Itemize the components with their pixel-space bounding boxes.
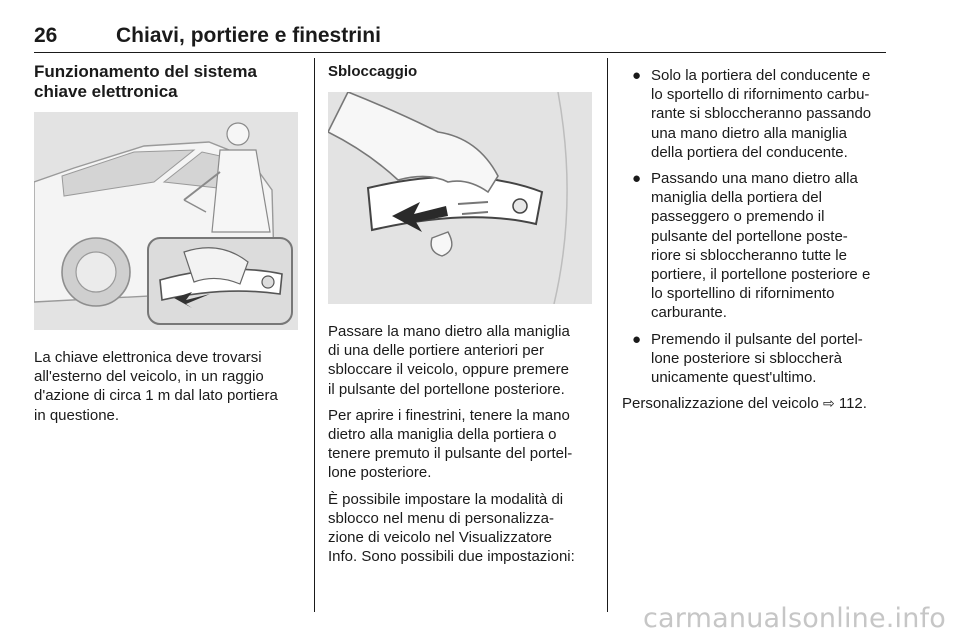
- text-line: il pulsante del portellone posteriore.: [328, 380, 565, 398]
- text-line: Solo la portiera del conducente e: [651, 67, 871, 84]
- text-line: passeggero o premendo il: [651, 208, 825, 226]
- chapter-title: Chiavi, portiere e finestrini: [116, 24, 381, 47]
- car-keyless-illustration: [34, 112, 298, 330]
- keyless-description: [34, 348, 302, 425]
- column-divider-1: [314, 58, 315, 612]
- text-line: La chiave elettronica deve trovarsi: [34, 349, 262, 366]
- text-line: lo sportellino di rifornimento: [651, 285, 835, 303]
- text-line: Per aprire i finestrini, tenere la mano: [328, 406, 570, 424]
- page-number: 26: [34, 24, 58, 47]
- text-line: zione di veicolo nel Visualizzatore: [328, 529, 553, 547]
- column-1: [34, 62, 302, 432]
- text-line: sblocco nel menu di personalizza-: [328, 509, 554, 527]
- text-line: sbloccare il veicolo, oppure premere: [328, 361, 569, 379]
- text-line: della portiera del conducente.: [651, 143, 848, 161]
- section-title-line: chiave elettronica: [34, 82, 178, 101]
- text-line: È possibile impostare la modalità di: [328, 490, 564, 508]
- bullet-icon: ●: [632, 330, 642, 348]
- text-line: lo sportello di rifornimento carbu-: [651, 86, 870, 104]
- page-header: [34, 24, 886, 53]
- text-line: Info. Sono possibili due impostazioni:: [328, 548, 575, 566]
- door-handle-illustration: [328, 92, 592, 304]
- bullet-icon: ●: [632, 67, 642, 84]
- watermark: carmanualsonline.info: [643, 603, 946, 634]
- list-item: [622, 330, 890, 388]
- list-item: [622, 169, 890, 323]
- cross-reference: [622, 394, 890, 413]
- column-divider-2: [607, 58, 608, 612]
- text-line: Passando una mano dietro alla: [651, 170, 858, 188]
- column-2: [328, 62, 594, 573]
- column-3: [622, 66, 890, 420]
- text-line: di una delle portiere anteriori per: [328, 342, 544, 360]
- unlock-paragraph-1: [328, 322, 594, 399]
- text-line: in questione.: [34, 406, 120, 424]
- text-line: rante si sbloccheranno passando: [651, 105, 872, 123]
- text-line: pulsante del portellone poste-: [651, 227, 848, 245]
- section-title-keyless: [34, 62, 302, 102]
- unlock-paragraph-2: [328, 406, 594, 483]
- cross-reference-page: 112.: [838, 395, 867, 413]
- text-line: d'azione di circa 1 m dal lato portiera: [34, 387, 278, 405]
- unlock-options-list: [622, 66, 890, 387]
- text-line: una mano dietro alla maniglia: [651, 124, 847, 142]
- text-line: Passare la mano dietro alla maniglia: [328, 323, 570, 340]
- text-line: maniglia della portiera del: [651, 189, 822, 207]
- text-line: dietro alla maniglia della portiera o: [328, 426, 557, 444]
- unlock-paragraph-3: [328, 490, 594, 567]
- section-title-line: Funzionamento del sistema: [34, 62, 257, 81]
- text-line: portiere, il portellone posteriore e: [651, 266, 871, 284]
- cross-reference-text: Personalizzazione del veicolo: [622, 395, 819, 413]
- text-line: riore si sbloccheranno tutte le: [651, 246, 847, 264]
- text-line: unicamente quest'ultimo.: [651, 369, 817, 387]
- list-item: [622, 66, 890, 162]
- subtitle-unlocking: Sbloccaggio: [328, 63, 418, 80]
- text-line: tenere premuto il pulsante del portel-: [328, 445, 573, 463]
- text-line: Premendo il pulsante del portel-: [651, 330, 863, 348]
- page-reference-arrow-icon: ⇨: [822, 395, 835, 412]
- text-line: carburante.: [651, 304, 727, 322]
- text-line: lone posteriore.: [328, 464, 432, 482]
- bullet-icon: ●: [632, 170, 642, 188]
- text-line: all'esterno del veicolo, in un raggio: [34, 368, 264, 386]
- text-line: lone posteriore si sbloccherà: [651, 349, 842, 367]
